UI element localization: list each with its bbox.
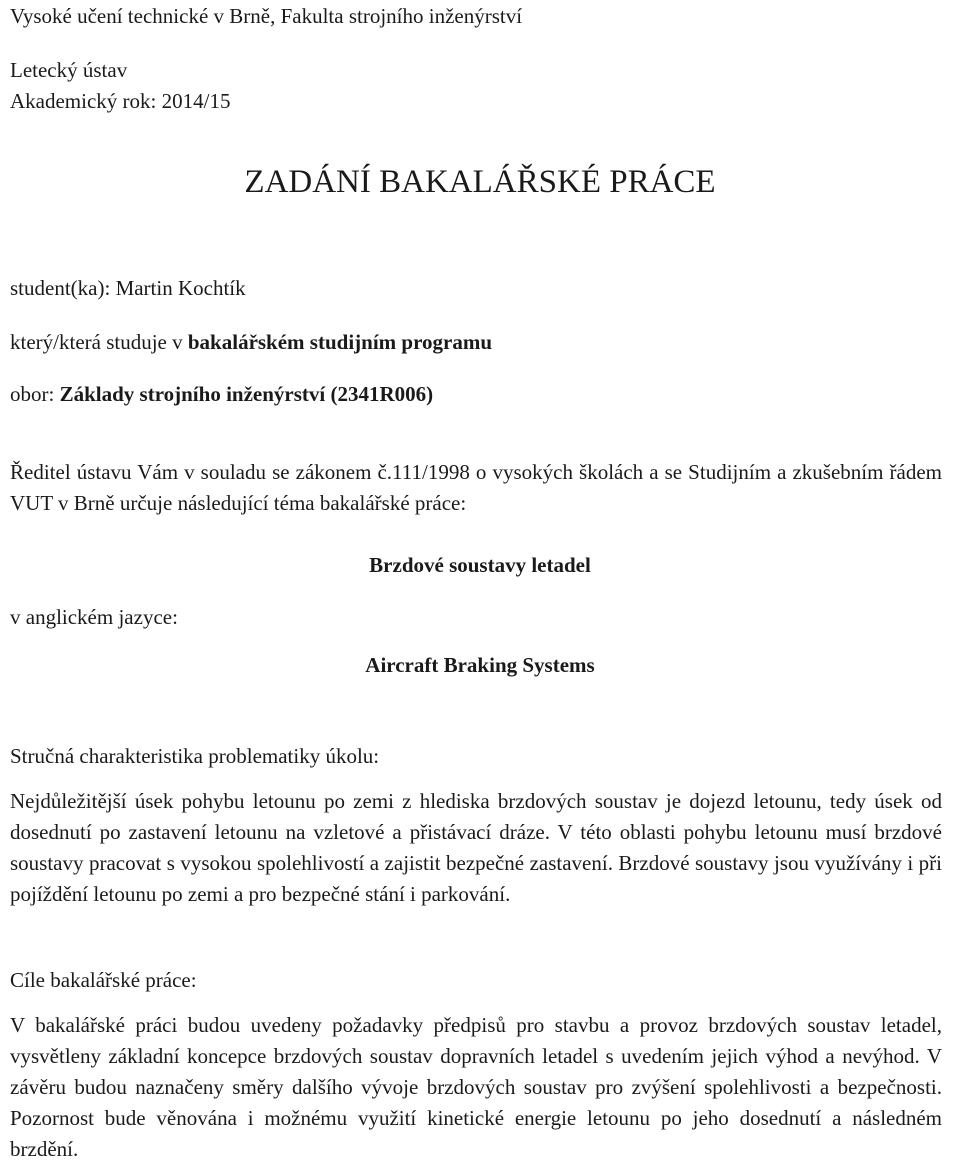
field-name: Základy strojního inženýrství (2341R006)	[59, 382, 434, 406]
program-line	[10, 330, 492, 355]
characteristics-heading: Stručná charakteristika problematiky úkolu:	[10, 744, 380, 768]
topic-english: Aircraft Braking Systems	[365, 653, 595, 677]
academic-year-line: Akademický rok: 2014/15	[10, 89, 231, 113]
characteristics-paragraph: Nejdůležitější úsek pohybu letounu po zemi z hlediska brzdových soustav je dojezd letounu, tedy úsek od dosednutí po zastavení letounu na vzletové a přistávací dráze. V této oblasti pohybu letounu musí brzdové soustavy pracovat s vysokou spolehlivostí a zajistit bezpečné zastavení. Brzdové soustavy jsou využívány i při pojíždění letounu po zemi a pro bezpečné stání i parkování.	[10, 789, 942, 906]
english-label: v anglickém jazyce:	[10, 605, 178, 629]
program-prefix: který/která studuje v	[10, 330, 188, 354]
directive-paragraph: Ředitel ústavu Vám v souladu se zákonem č.111/1998 o vysokých školách a se Studijním a zkušebním řádem VUT v Brně určuje následující téma bakalářské práce:	[10, 460, 942, 515]
program-name: bakalářském studijním programu	[187, 330, 493, 354]
institution-line: Vysoké učení technické v Brně, Fakulta strojního inženýrství	[10, 4, 523, 28]
goals-heading: Cíle bakalářské práce:	[10, 968, 197, 992]
department-line: Letecký ústav	[10, 58, 128, 82]
student-name: Martin Kochtík	[115, 276, 246, 300]
field-line	[10, 382, 433, 407]
student-line	[10, 276, 246, 301]
topic-czech: Brzdové soustavy letadel	[369, 553, 591, 577]
student-label: student(ka):	[10, 276, 116, 300]
goals-paragraph: V bakalářské práci budou uvedeny požadavky předpisů pro stavbu a provoz brzdových soustav letadel, vysvětleny základní koncepce brzdových soustav dopravních letadel s uvedením jejich výhod a nevýhod. V závěru budou naznačeny směry dalšího vývoje brzdových soustav pro zvýšení spolehlivosti a bezpečnosti. Pozornost bude věnována i možnému využití kinetické energie letounu po jeho dosednutí a následném brzdění.	[10, 1013, 942, 1161]
page-title: ZADÁNÍ BAKALÁŘSKÉ PRÁCE	[244, 164, 716, 200]
field-label: obor:	[10, 382, 60, 406]
